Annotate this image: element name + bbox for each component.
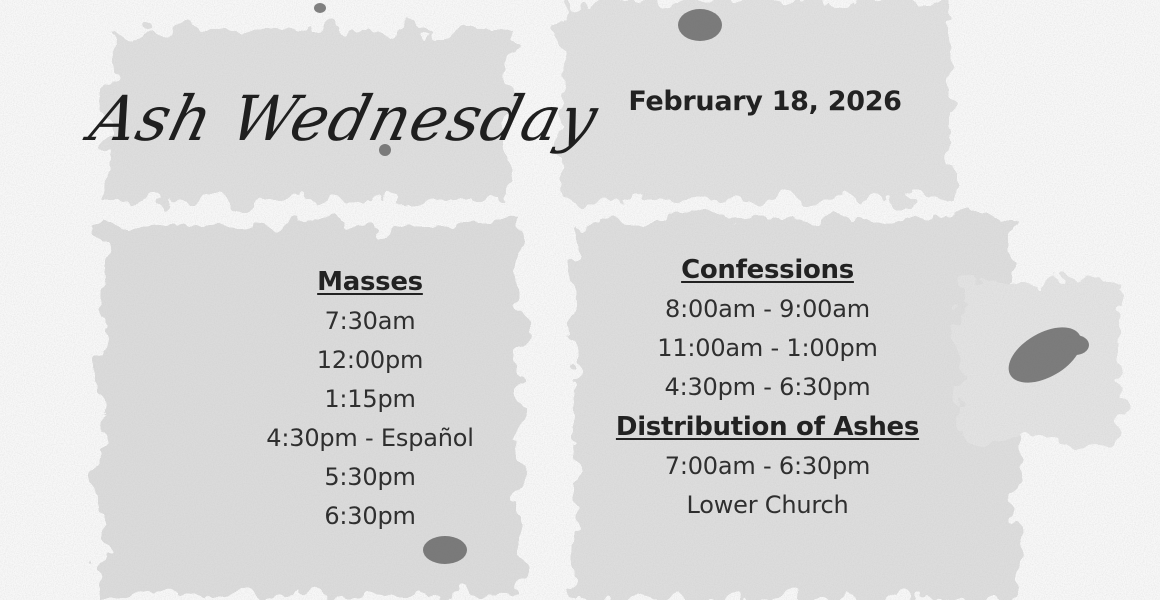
mass-time: 12:00pm — [316, 346, 424, 374]
mass-time: 6:30pm — [324, 502, 416, 530]
ash-wednesday-title — [83, 48, 606, 178]
confession-time: 4:30pm - 6:30pm — [664, 373, 871, 401]
confession-time: 11:00am - 1:00pm — [657, 334, 878, 362]
masses-section — [220, 262, 520, 536]
masses-heading: Masses — [317, 267, 423, 297]
title-text: Ash Wednesday — [83, 82, 606, 155]
event-date: February 18, 2026 — [628, 86, 902, 117]
ashes-location: Lower Church — [686, 491, 849, 519]
ashes-time: 7:00am - 6:30pm — [664, 452, 871, 480]
confession-time: 8:00am - 9:00am — [665, 295, 870, 323]
confessions-ashes-section — [580, 250, 955, 525]
mass-time: 5:30pm — [324, 463, 416, 491]
mass-time: 4:30pm - Español — [266, 424, 474, 452]
mass-time: 1:15pm — [324, 385, 416, 413]
ashes-heading: Distribution of Ashes — [615, 412, 920, 442]
confessions-heading: Confessions — [681, 255, 854, 285]
mass-time: 7:30am — [324, 307, 416, 335]
